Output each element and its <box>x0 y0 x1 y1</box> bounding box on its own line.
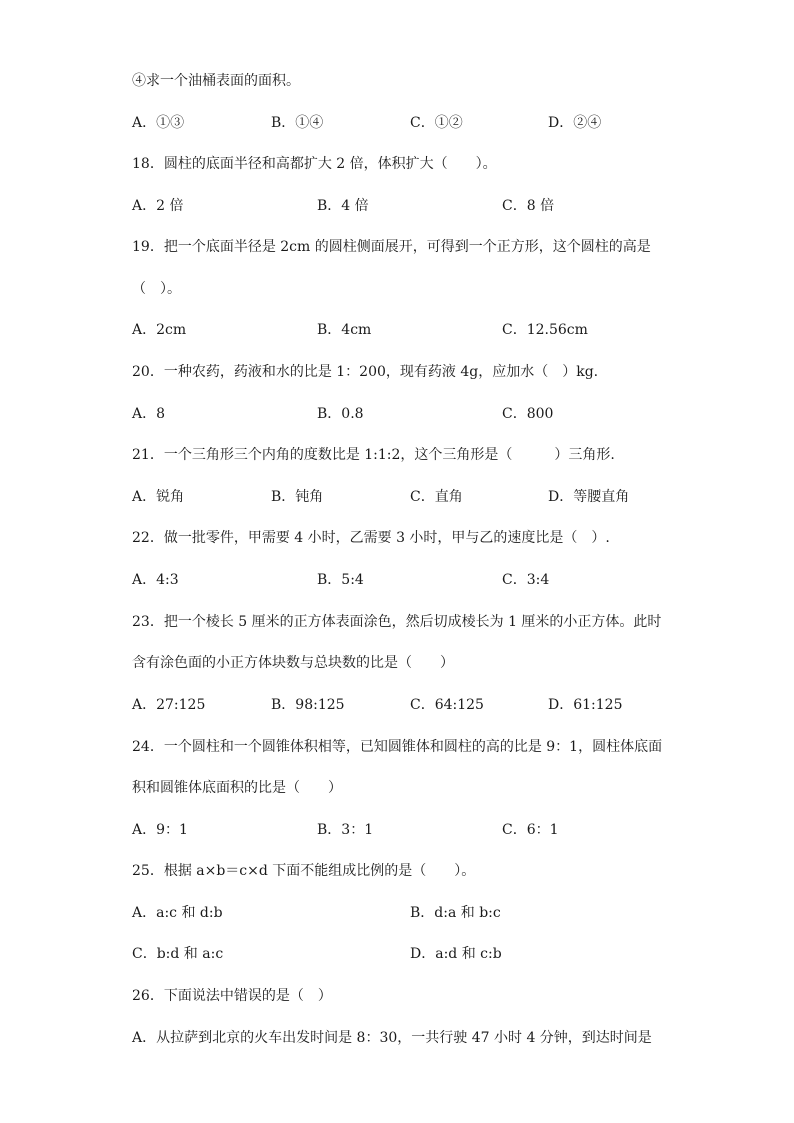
option-c: C．3:4 <box>502 572 550 588</box>
option-c: C．b:d 和 a:c <box>132 946 224 962</box>
option-a: A．2 倍 <box>132 198 184 214</box>
option-a: A．27:125 <box>132 697 206 713</box>
option-b: B．d:a 和 b:c <box>410 905 501 921</box>
option-b: B．4 倍 <box>317 198 369 214</box>
option-d: D．a:d 和 c:b <box>410 946 502 962</box>
question-23-stem-cont: 含有涂色面的小正方体块数与总块数的比是（ ） <box>132 655 454 671</box>
option-c: C．6：1 <box>502 822 559 838</box>
option-d: D．②④ <box>548 115 602 131</box>
question-25-stem: 25．根据 a×b＝c×d 下面不能组成比例的是（ ）。 <box>132 863 476 879</box>
option-c: C．8 倍 <box>502 198 555 214</box>
option-c: C．12.56cm <box>502 322 588 338</box>
option-a: A．9：1 <box>132 822 188 838</box>
question-19-stem: 19．把一个底面半径是 2cm 的圆柱侧面展开，可得到一个正方形，这个圆柱的高是 <box>132 239 651 255</box>
question-19-stem-cont: （ ）。 <box>132 281 181 297</box>
option-c: C．①② <box>410 115 463 131</box>
option-a: A．a:c 和 d:b <box>132 905 223 921</box>
option-c: C．直角 <box>410 489 463 505</box>
option-b: B．①④ <box>271 115 324 131</box>
question-22-stem: 22．做一批零件，甲需要 4 小时，乙需要 3 小时，甲与乙的速度比是（ ）. <box>132 530 610 546</box>
question-20-stem: 20．一种农药，药液和水的比是 1：200，现有药液 4g，应加水（ ）kg. <box>132 364 599 380</box>
option-b: B．钝角 <box>271 489 324 505</box>
option-a: A．锐角 <box>132 489 185 505</box>
option-a: A．2cm <box>132 322 187 338</box>
option-d: D．61:125 <box>548 697 623 713</box>
question-17-stem-line: ④求一个油桶表面的面积。 <box>132 73 300 89</box>
option-a: A．8 <box>132 406 166 422</box>
option-b: B．3：1 <box>317 822 374 838</box>
option-b: B．98:125 <box>271 697 345 713</box>
option-c: C．64:125 <box>410 697 484 713</box>
question-21-stem: 21．一个三角形三个内角的度数比是 1:1:2，这个三角形是（ ）三角形. <box>132 447 615 463</box>
question-26-option-a: A．从拉萨到北京的火车出发时间是 8：30，一共行驶 47 小时 4 分钟，到达时间是 <box>132 1030 652 1046</box>
option-a: A．4:3 <box>132 572 179 588</box>
question-24-stem-cont: 积和圆锥体底面积的比是（ ） <box>132 780 342 796</box>
option-b: B．4cm <box>317 322 372 338</box>
option-b: B．5:4 <box>317 572 364 588</box>
question-24-stem: 24．一个圆柱和一个圆锥体积相等，已知圆锥体和圆柱的高的比是 9：1，圆柱体底面 <box>132 739 663 755</box>
question-23-stem: 23．把一个棱长 5 厘米的正方体表面涂色，然后切成棱长为 1 厘米的小正方体。此时 <box>132 614 662 630</box>
question-26-stem: 26．下面说法中错误的是（ ） <box>132 988 332 1004</box>
option-c: C．800 <box>502 406 554 422</box>
option-a: A．①③ <box>132 115 185 131</box>
question-18-stem: 18．圆柱的底面半径和高都扩大 2 倍，体积扩大（ ）。 <box>132 156 497 172</box>
option-d: D．等腰直角 <box>548 489 630 505</box>
option-b: B．0.8 <box>317 406 364 422</box>
